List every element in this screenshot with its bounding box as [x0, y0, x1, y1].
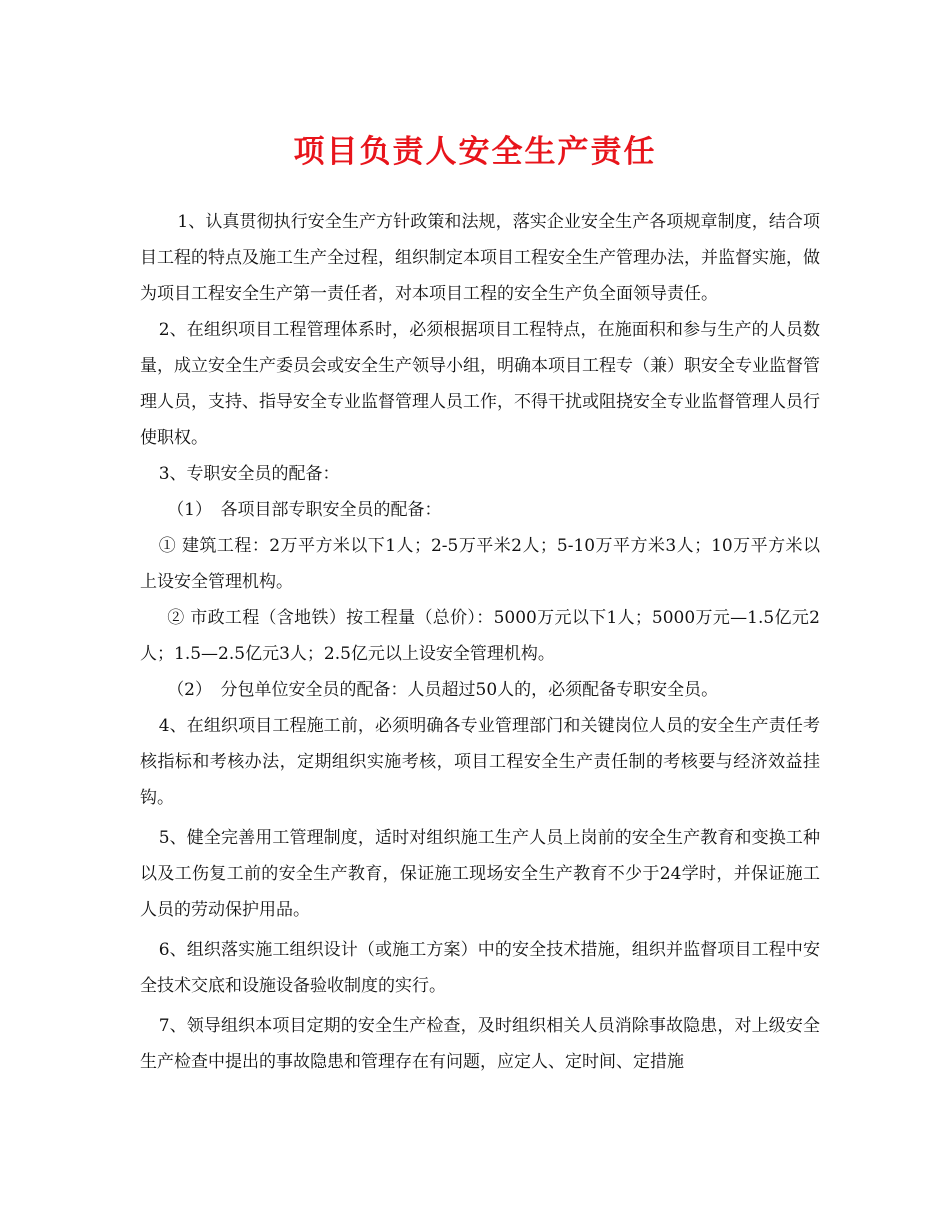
paragraph-3-1: （1） 各项目部专职安全员的配备： [167, 500, 442, 520]
paragraph-1: 1、认真贯彻执行安全生产方针政策和法规，落实企业安全生产各项规章制度，结合项目工程的特点及施工生产全过程，组织制定本项目工程安全生产管理办法，并监督实施，做为项目工程安全生产第一责任者，对本项目工程的安全生产负全面领导责任。 [140, 212, 820, 304]
paragraph-7: 7、领导组织本项目定期的安全生产检查，及时组织相关人员消除事故隐患，对上级安全生产检查中提出的事故隐患和管理存在有问题，应定人、定时间、定措施 [140, 1016, 820, 1072]
paragraph-3-2: （2） 分包单位安全员的配备：人员超过50人的，必须配备专职安全员。 [167, 680, 719, 700]
paragraph-3-1-a: ① 建筑工程：2万平方米以下1人；2-5万平米2人；5-10万平方米3人；10万平方米以上设安全管理机构。 [140, 536, 820, 592]
paragraph-3: 3、专职安全员的配备： [158, 464, 340, 484]
document-body [140, 204, 820, 1080]
document-title: 项目负责人安全生产责任 [293, 134, 657, 170]
paragraph-2: 2、在组织项目工程管理体系时，必须根据项目工程特点，在施面积和参与生产的人员数量，成立安全生产委员会或安全生产领导小组，明确本项目工程专（兼）职安全专业监督管理人员，支持、指导安全专业监督管理人员工作，不得干扰或阻挠安全专业监督管理人员行使职权。 [140, 320, 820, 448]
paragraph-5: 5、健全完善用工管理制度，适时对组织施工生产人员上岗前的安全生产教育和变换工种以及工伤复工前的安全生产教育，保证施工现场安全生产教育不少于24学时，并保证施工人员的劳动保护用品。 [140, 828, 820, 920]
paragraph-6: 6、组织落实施工组织设计（或施工方案）中的安全技术措施，组织并监督项目工程中安全技术交底和设施设备验收制度的实行。 [140, 940, 820, 996]
paragraph-3-1-b: ② 市政工程（含地铁）按工程量（总价）：5000万元以下1人；5000万元—1.5亿元2人；1.5—2.5亿元3人；2.5亿元以上设安全管理机构。 [140, 608, 820, 664]
paragraph-4: 4、在组织项目工程施工前，必须明确各专业管理部门和关键岗位人员的安全生产责任考核指标和考核办法，定期组织实施考核，项目工程安全生产责任制的考核要与经济效益挂钩。 [140, 716, 820, 808]
